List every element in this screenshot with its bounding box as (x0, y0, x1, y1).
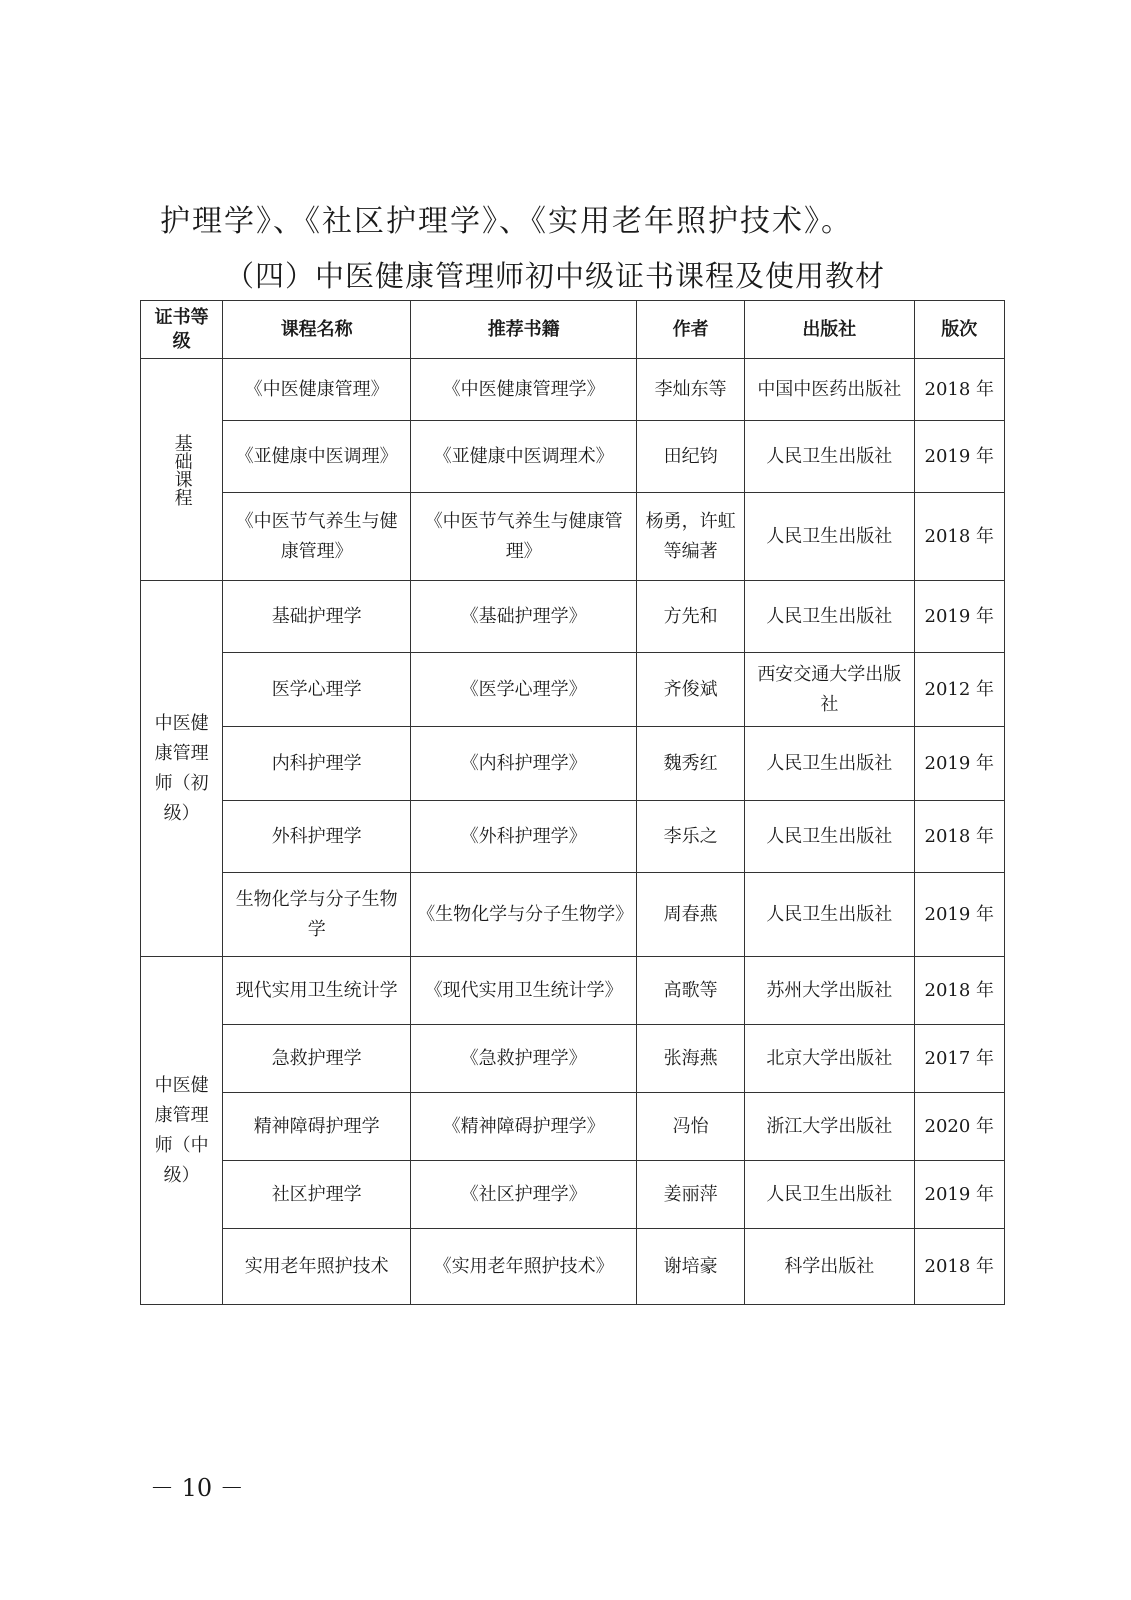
course-cell: 基础护理学 (223, 581, 411, 653)
header-book: 推荐书籍 (411, 301, 637, 359)
author-cell: 魏秀红 (637, 727, 745, 801)
intro-text-line: 护理学》、《社区护理学》、《实用老年照护技术》。 (160, 204, 853, 239)
author-cell: 冯怡 (637, 1093, 745, 1161)
publisher-cell: 浙江大学出版社 (745, 1093, 915, 1161)
edition-cell: 2019 年 (914, 727, 1004, 801)
level-cell (141, 359, 223, 581)
table-row (141, 1161, 1005, 1229)
author-cell: 谢培豪 (637, 1229, 745, 1305)
edition-cell: 2018 年 (914, 957, 1004, 1025)
page-number: － 10 － (150, 1474, 244, 1502)
course-cell: 现代实用卫生统计学 (223, 957, 411, 1025)
course-cell: 精神障碍护理学 (223, 1093, 411, 1161)
edition-cell: 2020 年 (914, 1093, 1004, 1161)
course-cell: 《中医健康管理》 (223, 359, 411, 421)
edition-cell: 2018 年 (914, 1229, 1004, 1305)
course-cell: 急救护理学 (223, 1025, 411, 1093)
book-cell: 《亚健康中医调理术》 (411, 421, 637, 493)
header-course: 课程名称 (223, 301, 411, 359)
edition-cell: 2019 年 (914, 581, 1004, 653)
table-row (141, 493, 1005, 581)
section-heading: （四）中医健康管理师初中级证书课程及使用教材 (225, 259, 886, 293)
book-cell: 《内科护理学》 (411, 727, 637, 801)
publisher-cell: 中国中医药出版社 (745, 359, 915, 421)
course-cell: 社区护理学 (223, 1161, 411, 1229)
author-cell: 杨勇，许虹等编著 (637, 493, 745, 581)
course-table (140, 300, 1005, 1305)
course-cell: 《中医节气养生与健康管理》 (223, 493, 411, 581)
edition-cell: 2018 年 (914, 359, 1004, 421)
table-row (141, 1229, 1005, 1305)
edition-cell: 2018 年 (914, 493, 1004, 581)
author-cell: 方先和 (637, 581, 745, 653)
table-row (141, 421, 1005, 493)
publisher-cell: 北京大学出版社 (745, 1025, 915, 1093)
author-cell: 齐俊斌 (637, 653, 745, 727)
edition-cell: 2018 年 (914, 801, 1004, 873)
book-cell: 《急救护理学》 (411, 1025, 637, 1093)
book-cell: 《生物化学与分子生物学》 (411, 873, 637, 957)
publisher-cell: 人民卫生出版社 (745, 873, 915, 957)
publisher-cell: 人民卫生出版社 (745, 727, 915, 801)
header-publisher: 出版社 (745, 301, 915, 359)
book-cell: 《医学心理学》 (411, 653, 637, 727)
level-cell: 中医健康管理师（初级） (141, 581, 223, 957)
author-cell: 姜丽萍 (637, 1161, 745, 1229)
book-cell: 《实用老年照护技术》 (411, 1229, 637, 1305)
table-row (141, 581, 1005, 653)
book-cell: 《中医节气养生与健康管理》 (411, 493, 637, 581)
edition-cell: 2019 年 (914, 1161, 1004, 1229)
publisher-cell: 人民卫生出版社 (745, 421, 915, 493)
edition-cell: 2017 年 (914, 1025, 1004, 1093)
edition-cell: 2019 年 (914, 873, 1004, 957)
author-cell: 周春燕 (637, 873, 745, 957)
publisher-cell: 人民卫生出版社 (745, 493, 915, 581)
table-row (141, 957, 1005, 1025)
table-header-row (141, 301, 1005, 359)
course-cell: 《亚健康中医调理》 (223, 421, 411, 493)
table-row (141, 653, 1005, 727)
table-row (141, 801, 1005, 873)
author-cell: 李灿东等 (637, 359, 745, 421)
book-cell: 《精神障碍护理学》 (411, 1093, 637, 1161)
table-row (141, 727, 1005, 801)
header-author: 作者 (637, 301, 745, 359)
course-cell: 外科护理学 (223, 801, 411, 873)
level-label: 基础课程 (171, 433, 193, 506)
level-cell: 中医健康管理师（中级） (141, 957, 223, 1305)
book-cell: 《社区护理学》 (411, 1161, 637, 1229)
header-level: 证书等级 (141, 301, 223, 359)
book-cell: 《现代实用卫生统计学》 (411, 957, 637, 1025)
author-cell: 田纪钧 (637, 421, 745, 493)
course-cell: 生物化学与分子生物学 (223, 873, 411, 957)
book-cell: 《基础护理学》 (411, 581, 637, 653)
edition-cell: 2019 年 (914, 421, 1004, 493)
publisher-cell: 人民卫生出版社 (745, 581, 915, 653)
publisher-cell: 人民卫生出版社 (745, 1161, 915, 1229)
edition-cell: 2012 年 (914, 653, 1004, 727)
publisher-cell: 苏州大学出版社 (745, 957, 915, 1025)
header-edition: 版次 (914, 301, 1004, 359)
course-cell: 实用老年照护技术 (223, 1229, 411, 1305)
publisher-cell: 科学出版社 (745, 1229, 915, 1305)
book-cell: 《中医健康管理学》 (411, 359, 637, 421)
publisher-cell: 人民卫生出版社 (745, 801, 915, 873)
table-row (141, 1093, 1005, 1161)
author-cell: 李乐之 (637, 801, 745, 873)
book-cell: 《外科护理学》 (411, 801, 637, 873)
table-row (141, 359, 1005, 421)
author-cell: 高歌等 (637, 957, 745, 1025)
author-cell: 张海燕 (637, 1025, 745, 1093)
table-row (141, 873, 1005, 957)
publisher-cell: 西安交通大学出版社 (745, 653, 915, 727)
course-cell: 医学心理学 (223, 653, 411, 727)
course-cell: 内科护理学 (223, 727, 411, 801)
table-row (141, 1025, 1005, 1093)
